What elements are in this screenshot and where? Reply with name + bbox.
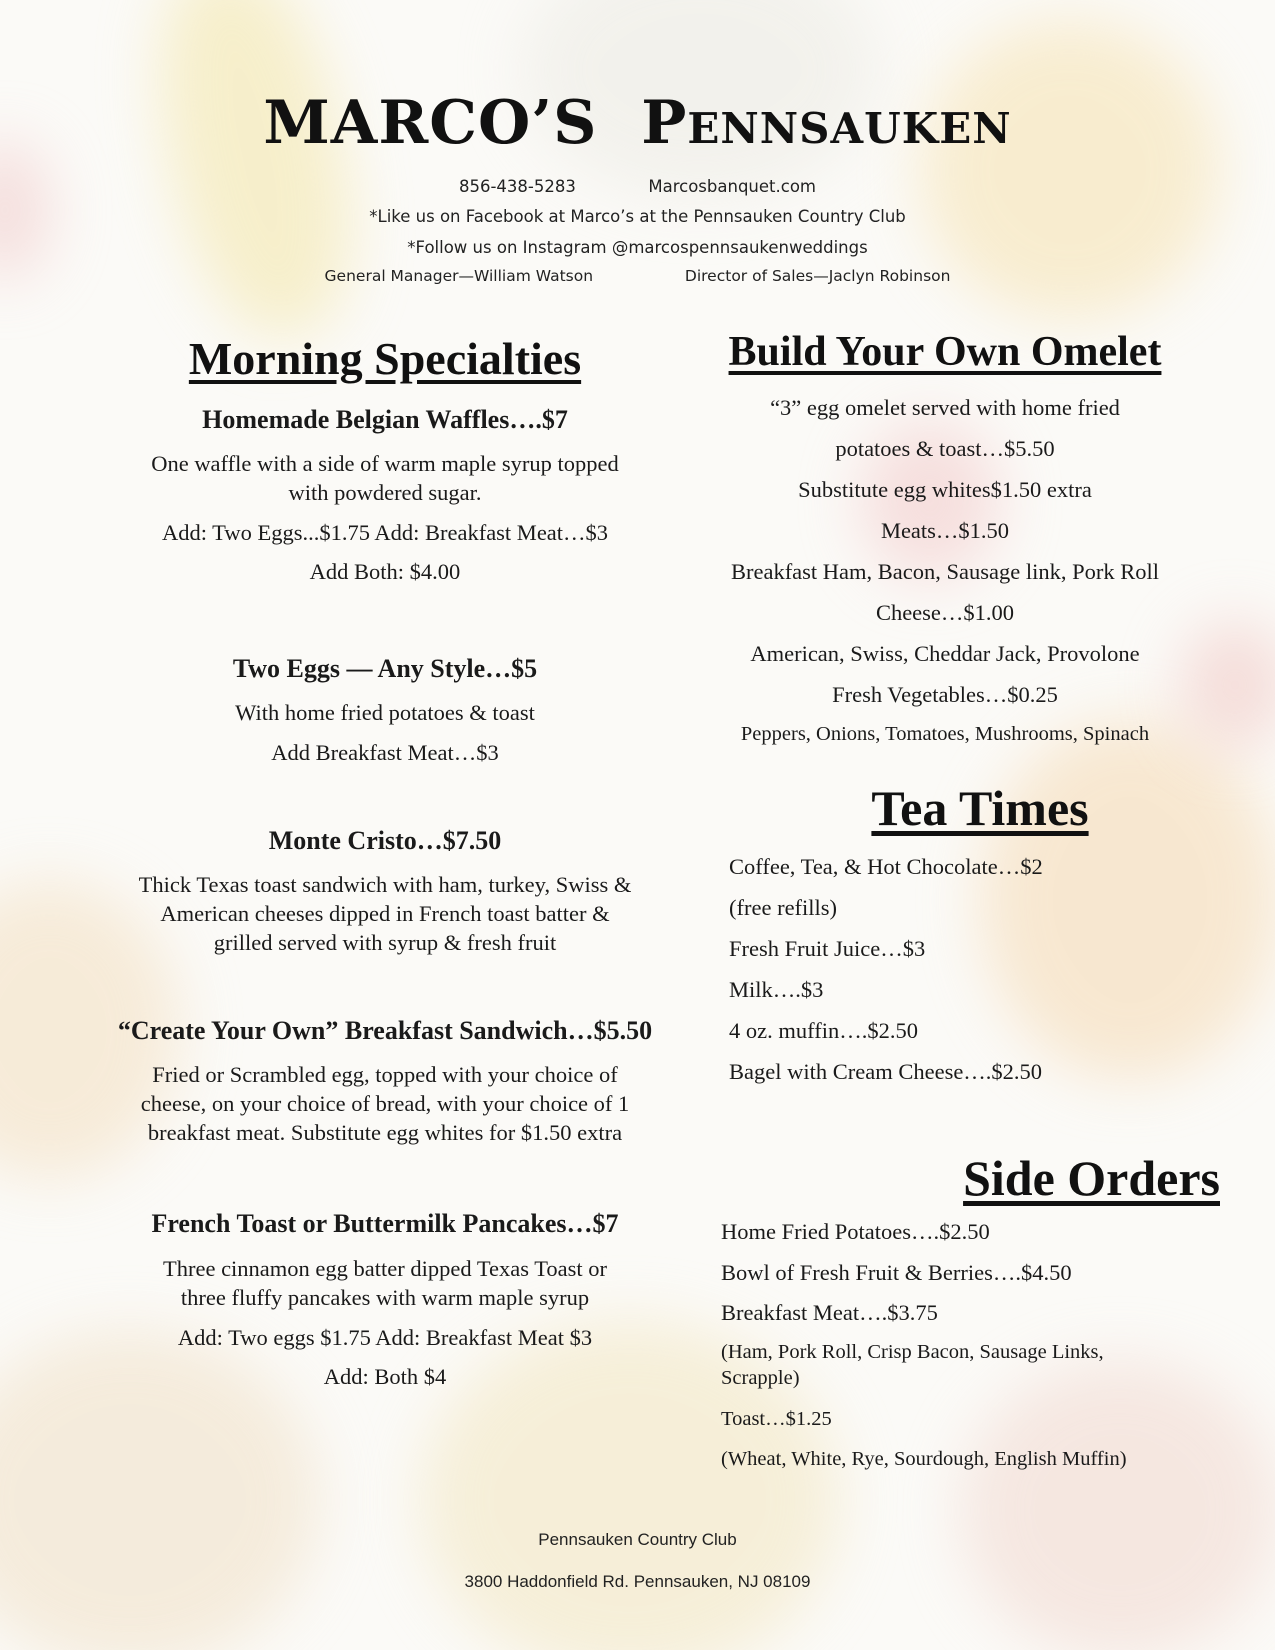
general-manager: General Manager—William Watson <box>324 267 594 285</box>
french-add-2: Add: Both $4 <box>323 1364 447 1389</box>
sides-line-4: (Ham, Pork Roll, Crisp Bacon, Sausage Links, <box>721 1341 1104 1363</box>
omelet-line-4: Meats…$1.50 <box>880 518 1010 543</box>
footer-venue: Pennsauken Country Club <box>538 1530 737 1549</box>
omelet-line-7: American, Swiss, Cheddar Jack, Provolone <box>750 641 1140 666</box>
french-add-1: Add: Two eggs $1.75 Add: Breakfast Meat $3 <box>177 1325 593 1350</box>
facebook-line: *Like us on Facebook at Marco’s at the Pennsauken Country Club <box>369 207 906 226</box>
sides-line-3: Breakfast Meat….$3.75 <box>721 1300 938 1325</box>
omelet-line-8: Fresh Vegetables…$0.25 <box>832 682 1058 707</box>
tea-line-3: Fresh Fruit Juice…$3 <box>729 936 926 961</box>
sandwich-desc-1: Fried or Scrambled egg, topped with your choice of <box>152 1062 618 1087</box>
sides-line-7: (Wheat, White, Rye, Sourdough, English Muffin) <box>721 1448 1127 1470</box>
monte-desc-2: American cheeses dipped in French toast batter & <box>160 901 610 926</box>
omelet-line-2: potatoes & toast…$5.50 <box>835 436 1055 461</box>
sides-line-2: Bowl of Fresh Fruit & Berries….$4.50 <box>721 1260 1072 1285</box>
side-orders-heading: Side Orders <box>963 1150 1220 1206</box>
waffles-add-1: Add: Two Eggs...$1.75 Add: Breakfast Meat…$3 <box>161 520 609 545</box>
monte-cristo-title: Monte Cristo…$7.50 <box>268 826 502 855</box>
tea-line-1: Coffee, Tea, & Hot Chocolate…$2 <box>729 854 1043 879</box>
waffles-desc-2: with powdered sugar. <box>288 480 482 505</box>
french-toast-title: French Toast or Buttermilk Pancakes…$7 <box>151 1209 619 1238</box>
waffles-title: Homemade Belgian Waffles….$7 <box>202 405 568 434</box>
french-desc-2: three fluffy pancakes with warm maple syrup <box>180 1285 590 1310</box>
omelet-line-1: “3” egg omelet served with home fried <box>770 395 1120 420</box>
omelet-line-9: Peppers, Onions, Tomatoes, Mushrooms, Spinach <box>740 723 1150 745</box>
tea-line-5: 4 oz. muffin….$2.50 <box>729 1018 918 1043</box>
tea-line-4: Milk….$3 <box>729 977 824 1002</box>
morning-specialties-heading: Morning Specialties <box>188 333 582 384</box>
eggs-add-1: Add Breakfast Meat…$3 <box>271 740 499 765</box>
sides-line-1: Home Fried Potatoes….$2.50 <box>721 1219 990 1244</box>
omelet-line-5: Breakfast Ham, Bacon, Sausage link, Pork Roll <box>730 559 1160 584</box>
sandwich-title: “Create Your Own” Breakfast Sandwich…$5.50 <box>117 1016 653 1045</box>
omelet-line-6: Cheese…$1.00 <box>875 600 1015 625</box>
tea-line-2: (free refills) <box>729 895 838 920</box>
sandwich-desc-2: cheese, on your choice of bread, with your choice of 1 <box>140 1091 630 1116</box>
waffles-add-2: Add Both: $4.00 <box>309 559 461 584</box>
phone-number: 856-438-5283 <box>458 177 576 196</box>
tea-line-6: Bagel with Cream Cheese….$2.50 <box>729 1059 1043 1084</box>
monte-desc-3: grilled served with syrup & fresh fruit <box>213 930 557 955</box>
title-pennsauken: Pennsauken <box>641 88 1012 158</box>
sides-line-6: Toast…$1.25 <box>721 1408 832 1430</box>
tea-times-heading: Tea Times <box>871 780 1089 836</box>
omelet-column <box>690 0 1220 1650</box>
build-omelet-heading: Build Your Own Omelet <box>728 329 1162 375</box>
omelet-line-3: Substitute egg whites$1.50 extra <box>798 477 1092 502</box>
waffles-desc-1: One waffle with a side of warm maple syrup topped <box>151 451 619 476</box>
sandwich-desc-3: breakfast meat. Substitute egg whites for $1.50 extra <box>147 1120 623 1145</box>
sides-line-5: Scrapple) <box>721 1367 800 1389</box>
eggs-title: Two Eggs — Any Style…$5 <box>232 654 538 683</box>
instagram-line: *Follow us on Instagram @marcospennsaukenweddings <box>407 238 868 257</box>
eggs-desc-1: With home fried potatoes & toast <box>235 700 535 725</box>
website: Marcosbanquet.com <box>648 177 816 196</box>
footer-address: 3800 Haddonfield Rd. Pennsauken, NJ 08109 <box>464 1572 811 1591</box>
director-of-sales: Director of Sales—Jaclyn Robinson <box>684 267 951 285</box>
monte-desc-1: Thick Texas toast sandwich with ham, turkey, Swiss & <box>138 872 632 897</box>
title-marcos: MARCO’S <box>263 88 598 158</box>
morning-specialties-column <box>90 0 680 1650</box>
french-desc-1: Three cinnamon egg batter dipped Texas Toast or <box>162 1256 607 1281</box>
